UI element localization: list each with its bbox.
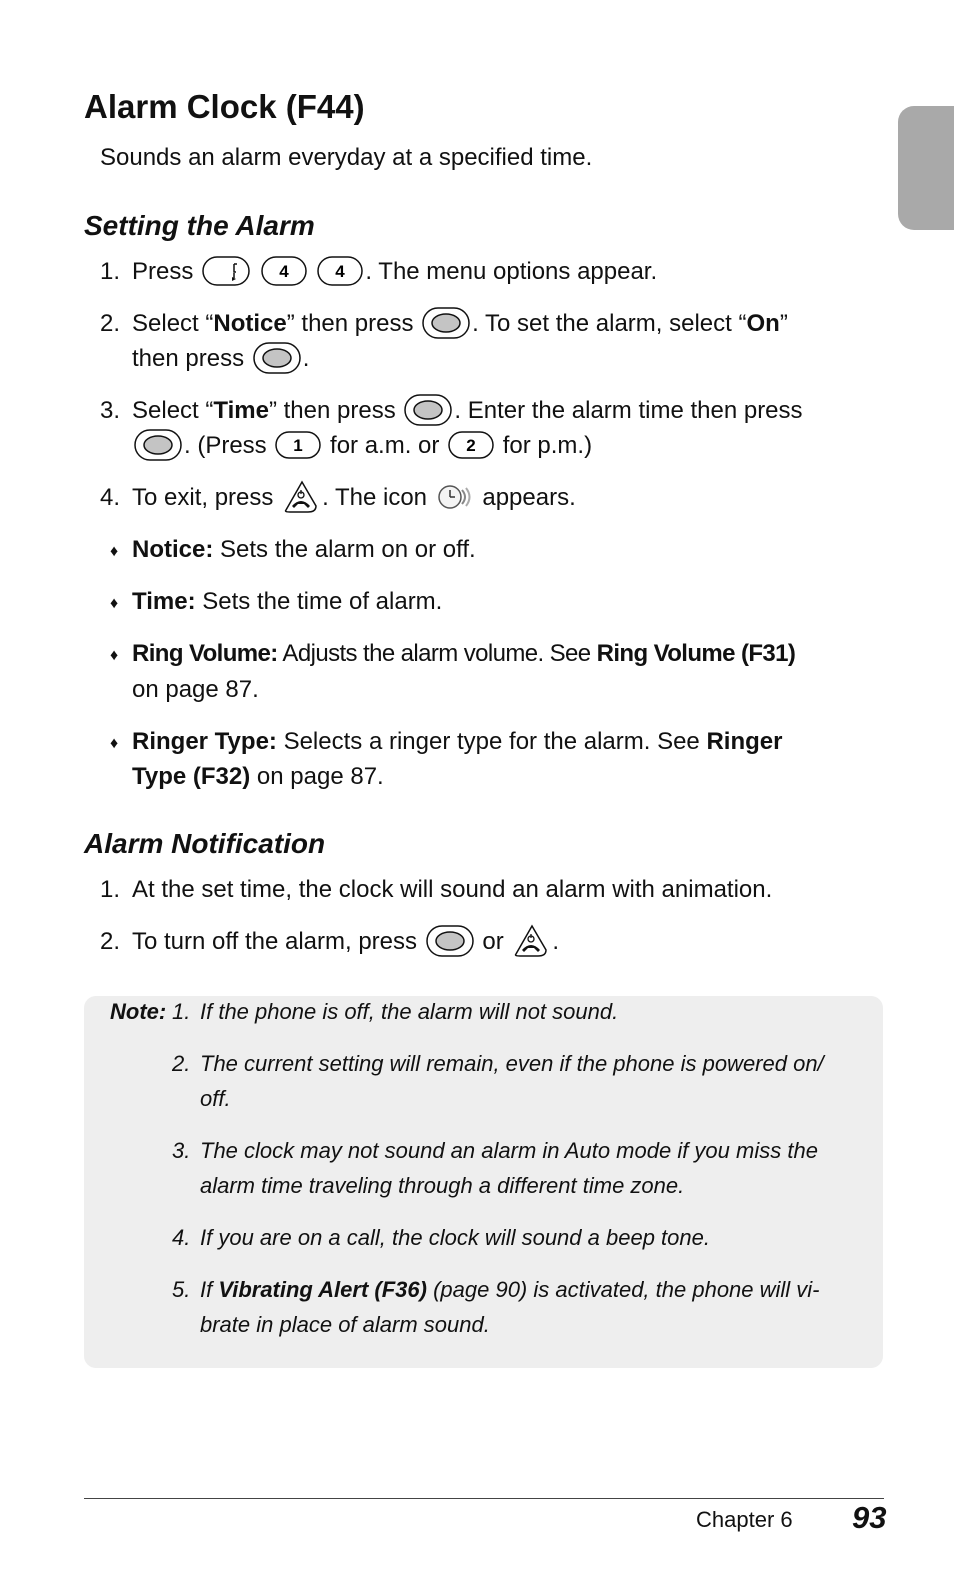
ringer-type-link-cont[interactable]: Type (F32) xyxy=(132,763,251,790)
svg-text:4: 4 xyxy=(335,261,346,281)
chapter-tab xyxy=(898,106,954,230)
note-item-num: 2. xyxy=(172,1051,191,1076)
note-item-5-cont: brate in place of alarm sound. xyxy=(200,1312,490,1337)
notification-heading: Alarm Notification xyxy=(84,828,326,859)
bullet-notice: Notice: Sets the alarm on or off. xyxy=(132,536,476,563)
note-box xyxy=(84,996,883,1368)
chapter-label: Chapter 6 xyxy=(696,1507,793,1532)
note-item-4: If you are on a call, the clock will sound a beep tone. xyxy=(200,1225,710,1250)
bullet-glyph: ♦ xyxy=(110,543,119,560)
page-number: 93 xyxy=(852,1500,887,1535)
bullet-ring-volume: Ring Volume: Adjusts the alarm volume. See Ring Volume (F31) xyxy=(132,640,796,667)
note-label: Note: xyxy=(110,999,167,1024)
bullet-ring-volume-cont: on page 87. xyxy=(132,676,259,703)
bullet-glyph: ♦ xyxy=(110,647,119,664)
ok-key-icon xyxy=(404,394,452,426)
note-item-2-cont: off. xyxy=(200,1086,231,1111)
note-item-2: The current setting will remain, even if the phone is powered on/ xyxy=(200,1051,824,1076)
notification-step-2: 2. To turn off the alarm, press or . xyxy=(100,924,559,960)
bullet-glyph: ♦ xyxy=(110,595,119,612)
bullet-time: Time: Sets the time of alarm. xyxy=(132,588,443,615)
note-item-num: 3. xyxy=(172,1138,191,1163)
ok-key-icon xyxy=(134,429,182,461)
note-item-3-cont: alarm time traveling through a different time zone. xyxy=(200,1173,685,1198)
key-1-icon xyxy=(275,431,321,459)
ok-key-icon xyxy=(426,925,474,957)
setting-step-3-cont: . (Press 1 for a.m. or 2 for p.m.) xyxy=(132,428,592,464)
footer-divider xyxy=(84,1498,884,1499)
note-item-3: The clock may not sound an alarm in Auto mode if you miss the xyxy=(200,1138,818,1163)
ringer-type-link[interactable]: Ringer xyxy=(706,728,783,755)
setting-step-1: 1. Press 4 4 . The menu options appear. xyxy=(100,254,657,290)
notification-step-1: 1. At the set time, the clock will sound an alarm with animation. xyxy=(100,876,773,903)
end-key-icon xyxy=(282,480,320,514)
ok-key-icon xyxy=(253,342,301,374)
function-key-icon xyxy=(202,256,250,286)
setting-step-3: 3. Select “Time” then press . Enter the alarm time then press xyxy=(100,393,803,429)
key-4-icon xyxy=(317,256,363,286)
svg-text:1: 1 xyxy=(293,435,304,455)
note-item-5: If Vibrating Alert (F36) (page 90) is activated, the phone will vi- xyxy=(200,1277,820,1302)
setting-step-2: 2. Select “Notice” then press . To set the alarm, select “On” xyxy=(100,306,788,342)
ring-volume-link[interactable]: Ring Volume (F31) xyxy=(596,640,796,667)
svg-text:4: 4 xyxy=(278,261,289,281)
note-item-1: If the phone is off, the alarm will not sound. xyxy=(200,999,619,1024)
bullet-glyph: ♦ xyxy=(110,735,119,752)
key-2-icon xyxy=(448,431,494,459)
bullet-ringer-type: Ringer Type: Selects a ringer type for the alarm. See Ringer xyxy=(132,728,783,755)
svg-text:2: 2 xyxy=(466,435,476,455)
note-item-num: 5. xyxy=(172,1277,191,1302)
setting-step-2-cont: then press . xyxy=(132,341,309,377)
bullet-ringer-type-cont: Type (F32) on page 87. xyxy=(132,763,384,790)
vibrating-alert-link[interactable]: Vibrating Alert (F36) xyxy=(218,1277,427,1302)
setting-heading: Setting the Alarm xyxy=(84,210,315,241)
ok-key-icon xyxy=(422,307,470,339)
page-title: Alarm Clock (F44) xyxy=(84,88,365,125)
alarm-clock-icon xyxy=(436,482,474,512)
intro-text: Sounds an alarm everyday at a specified time. xyxy=(100,144,593,171)
key-4-icon xyxy=(261,256,307,286)
end-key-icon xyxy=(512,924,550,958)
note-item-num: 1. xyxy=(172,999,191,1024)
setting-step-4: 4. To exit, press . The icon appears. xyxy=(100,480,576,516)
note-item-num: 4. xyxy=(172,1225,191,1250)
